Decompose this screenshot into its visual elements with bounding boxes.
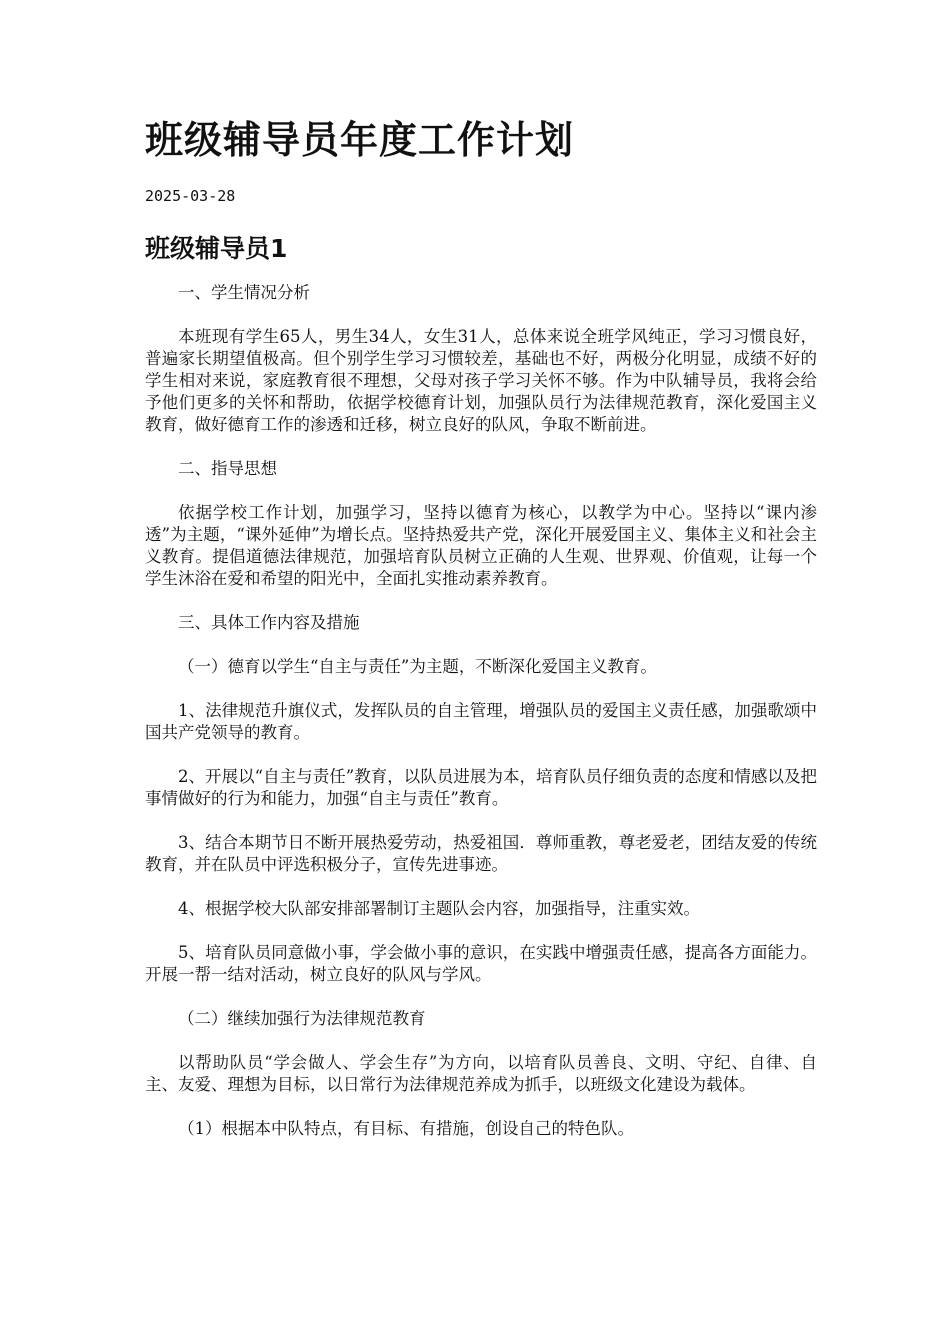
list-item-3: 3、结合本期节日不断开展热爱劳动，热爱祖国．尊师重教，尊老爱老，团结友爱的传统教育，并在队员中评选积极分子，宣传先进事迹。 (145, 833, 817, 874)
paragraph-student-analysis: 本班现有学生65人，男生34人，女生31人，总体来说全班学风纯正，学习习惯良好，普遍家长期望值极高。但个别学生学习习惯较差，基础也不好，两极分化明显，成绩不好的学生相对来说，家庭教育很不理想，父母对孩子学习关怀不够。作为中队辅导员，我将会给予他们更多的关怀和帮助，依据学校德育计划，加强队员行为法律规范教育，深化爱国主义教育，做好德育工作的渗透和迁移，树立良好的队风，争取不断前进。 (145, 327, 817, 434)
subheading-moral-education: （一）德育以学生“自主与责任”为主题，不断深化爱国主义教育。 (178, 657, 657, 676)
heading-guiding-thought: 二、指导思想 (178, 459, 277, 478)
heading-work-content: 三、具体工作内容及措施 (178, 613, 360, 632)
heading-student-analysis: 一、学生情况分析 (178, 283, 310, 302)
list-item-1: 1、法律规范升旗仪式，发挥队员的自主管理，增强队员的爱国主义责任感，加强歌颂中国共产党领导的教育。 (145, 701, 817, 742)
document-date: 2025-03-28 (145, 187, 236, 205)
paragraph-guiding-thought: 依据学校工作计划，加强学习，坚持以德育为核心，以教学为中心。坚持以“课内渗透”为主题，“课外延伸”为增长点。坚持热爱共产党，深化开展爱国主义、集体主义和社会主义教育。提倡道德法律规范，加强培育队员树立正确的人生观、世界观、价值观，让每一个学生沐浴在爱和希望的阳光中，全面扎实推动素养教育。 (145, 503, 817, 588)
section-heading: 班级辅导员1 (145, 234, 288, 263)
list-item-2: 2、开展以“自主与责任”教育，以队员进展为本，培育队员仔细负责的态度和情感以及把事情做好的行为和能力，加强“自主与责任”教育。 (145, 767, 817, 808)
list-item-6: （1）根据本中队特点，有目标、有措施，创设自己的特色队。 (178, 1119, 634, 1138)
paragraph-behavior-norms: 以帮助队员“学会做人、学会生存”为方向，以培育队员善良、文明、守纪、自律、自主、友爱、理想为目标，以日常行为法律规范养成为抓手，以班级文化建设为载体。 (145, 1053, 817, 1094)
list-item-5: 5、培育队员同意做小事，学会做小事的意识，在实践中增强责任感，提高各方面能力。开展一帮一结对活动，树立良好的队风与学风。 (145, 943, 817, 984)
subheading-behavior-norms: （二）继续加强行为法律规范教育 (178, 1009, 426, 1028)
document-title: 班级辅导员年度工作计划 (145, 118, 575, 162)
document-page (145, 112, 817, 1140)
list-item-4: 4、根据学校大队部安排部署制订主题队会内容，加强指导，注重实效。 (178, 899, 700, 918)
